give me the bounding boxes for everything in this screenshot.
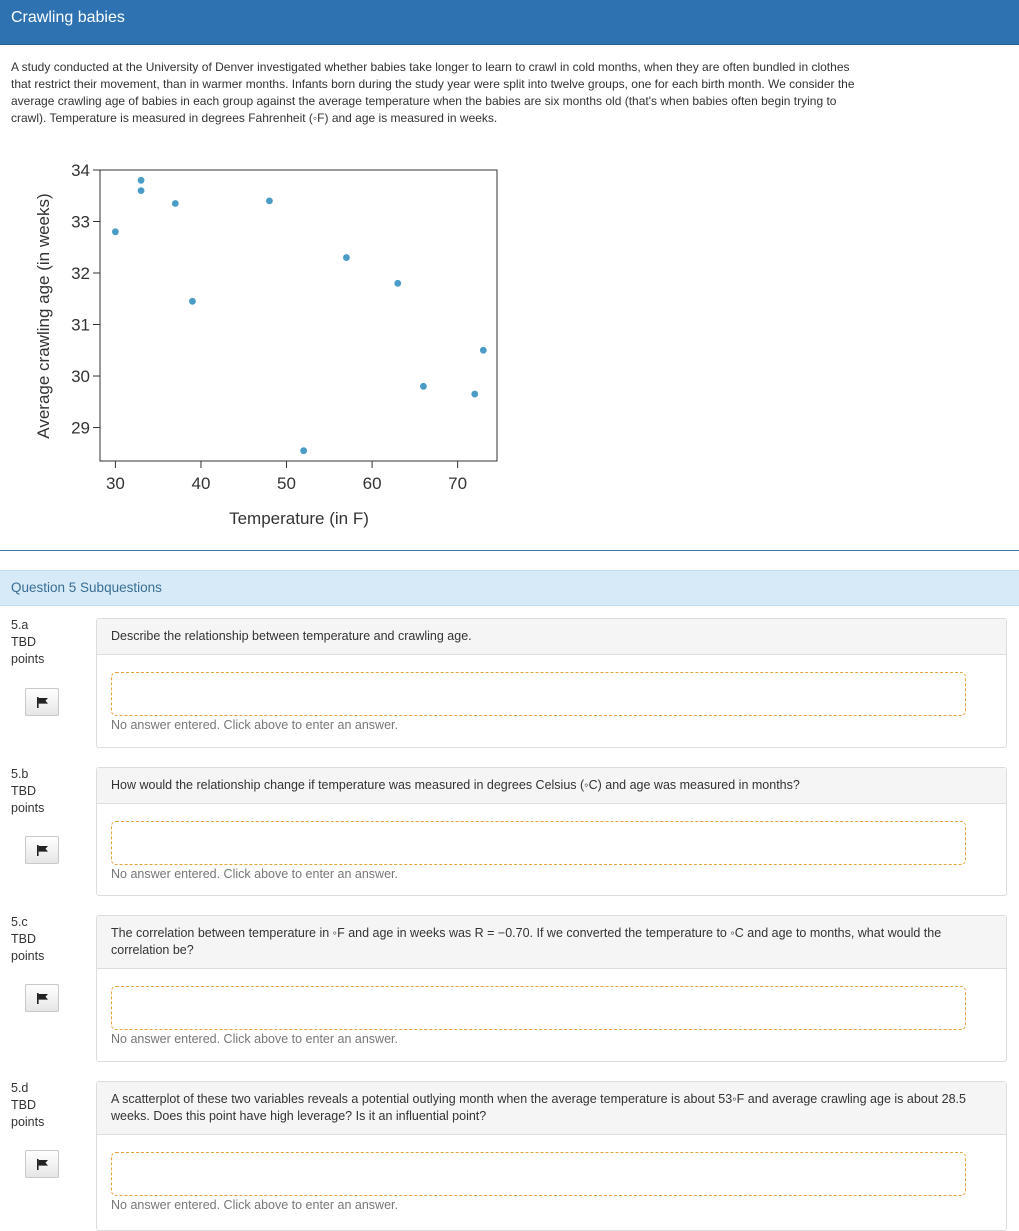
answer-input[interactable]	[111, 1152, 966, 1196]
x-axis-label: Temperature (in F)	[229, 509, 369, 528]
no-answer-text: No answer entered. Click above to enter an answer.	[111, 1198, 398, 1212]
flag-button[interactable]	[25, 1150, 59, 1178]
subquestion-prompt: Describe the relationship between temperature and crawling age.	[97, 619, 1006, 655]
subquestions-title: Question 5 Subquestions	[11, 580, 162, 595]
no-answer-text: No answer entered. Click above to enter an answer.	[111, 867, 398, 881]
data-point	[266, 198, 273, 205]
x-tick-label: 40	[191, 474, 211, 493]
subquestion-number: 5.c	[11, 915, 28, 929]
flag-icon	[37, 697, 49, 708]
subquestion-points-label: points	[11, 652, 45, 666]
plot-frame	[100, 170, 497, 461]
data-point	[112, 228, 119, 235]
data-point	[420, 383, 427, 390]
data-point	[138, 177, 145, 184]
answer-input[interactable]	[111, 672, 966, 716]
subquestion-points-label: points	[11, 801, 45, 815]
flag-icon	[37, 993, 49, 1004]
x-tick-label: 50	[277, 474, 296, 493]
subquestion-status: TBD	[11, 784, 36, 798]
subquestion-prompt: A scatterplot of these two variables reveals a potential outlying month when the average temperature is about 53◦F and average crawling age is about 28.5 weeks. Does this point have high leverage? Is it an influential point?	[97, 1082, 1006, 1135]
data-points	[112, 177, 487, 454]
flag-button[interactable]	[25, 688, 59, 716]
question-description: A study conducted at the University of Denver investigated whether babies take longer to learn to crawl in cold months, when they are often bundled in clothes that restrict their movement, than in warmer months. Infants born during the study year were split into twelve groups, one for each birth month. We consider the average crawling age of babies in each group against the average temperature when the babies are six months old (that's when babies often begin trying to crawl). Temperature is measured in degrees Fahrenheit (◦F) and age is measured in weeks.	[11, 60, 855, 125]
y-axis	[71, 161, 100, 438]
subquestion-panel	[96, 767, 1007, 896]
subquestion-meta	[11, 766, 44, 817]
y-tick-label: 34	[71, 161, 90, 180]
x-tick-label: 70	[448, 474, 468, 493]
subquestions-header	[0, 570, 1019, 606]
subquestion-status: TBD	[11, 932, 36, 946]
flag-icon	[37, 845, 49, 856]
x-tick-label: 60	[362, 474, 382, 493]
subquestion-points-label: points	[11, 949, 45, 963]
data-point	[172, 200, 179, 207]
section-divider	[0, 550, 1019, 551]
subquestion-panel	[96, 618, 1007, 748]
subquestion-panel	[96, 915, 1007, 1062]
data-point	[471, 391, 478, 398]
flag-button[interactable]	[25, 836, 59, 864]
page-title: Crawling babies	[11, 9, 125, 26]
data-point	[138, 187, 145, 194]
subquestion-prompt: The correlation between temperature in ◦F and age in weeks was R = −0.70. If we converted the temperature to ◦C and age to months, what would the correlation be?	[97, 916, 1006, 969]
data-point	[480, 347, 487, 354]
x-tick-label: 30	[105, 474, 125, 493]
subquestion-prompt: How would the relationship change if temperature was measured in degrees Celsius (◦C) and age was measured in months?	[97, 768, 1006, 804]
subquestion-points-label: points	[11, 1115, 45, 1129]
no-answer-text: No answer entered. Click above to enter an answer.	[111, 718, 398, 732]
subquestion-panel	[96, 1081, 1007, 1231]
page-header	[0, 0, 1019, 45]
flag-button[interactable]	[25, 984, 59, 1012]
data-point	[343, 254, 350, 261]
subquestion-meta	[11, 617, 44, 668]
data-point	[189, 298, 196, 305]
answer-input[interactable]	[111, 821, 966, 865]
subquestion-status: TBD	[11, 1098, 36, 1112]
subquestion-number: 5.b	[11, 767, 29, 781]
x-axis	[106, 461, 467, 493]
y-tick-label: 30	[71, 367, 90, 387]
subquestion-status: TBD	[11, 635, 36, 649]
y-tick-label: 33	[71, 212, 90, 232]
y-tick-label: 31	[71, 315, 90, 335]
subquestion-number: 5.a	[11, 618, 29, 632]
data-point	[394, 280, 401, 287]
answer-input[interactable]	[111, 986, 966, 1030]
y-tick-label: 29	[71, 418, 90, 438]
y-axis-label: Average crawling age (in weeks)	[34, 193, 53, 439]
subquestion-meta	[11, 914, 44, 965]
no-answer-text: No answer entered. Click above to enter an answer.	[111, 1032, 398, 1046]
data-point	[300, 447, 307, 454]
subquestion-number: 5.d	[11, 1081, 29, 1095]
scatter-chart	[0, 150, 520, 540]
flag-icon	[37, 1159, 49, 1170]
y-tick-label: 32	[71, 264, 90, 284]
subquestion-meta	[11, 1080, 44, 1131]
